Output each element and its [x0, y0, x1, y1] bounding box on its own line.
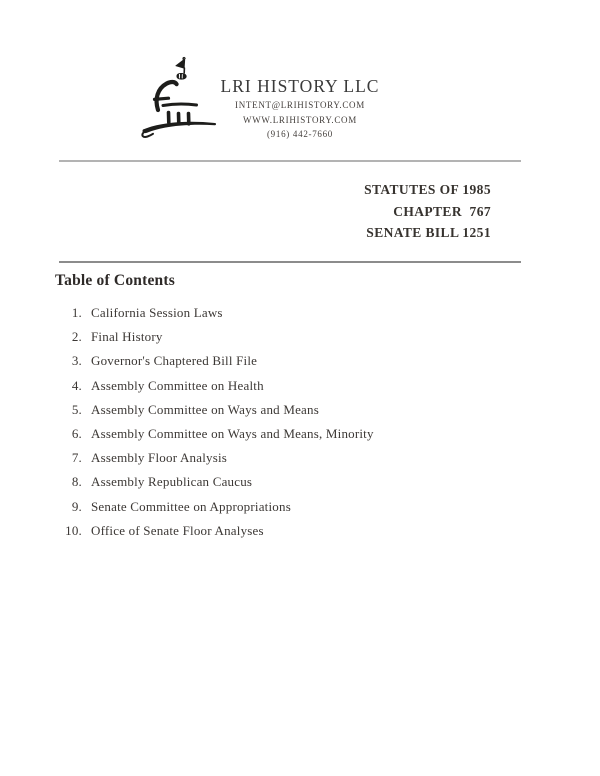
toc-list — [55, 301, 374, 543]
toc-item-number: 9. — [71, 498, 82, 514]
company-name: LRI HISTORY LLC — [220, 76, 380, 96]
divider-top — [59, 160, 521, 162]
toc-item — [55, 446, 374, 470]
toc-item-label: Assembly Committee on Health — [91, 377, 264, 393]
toc-item — [55, 325, 374, 349]
toc-item-number: 7. — [71, 450, 82, 466]
toc-item-label: Assembly Floor Analysis — [91, 450, 228, 466]
toc-item-number: 4. — [71, 377, 82, 393]
toc-item — [55, 349, 374, 373]
toc-item — [55, 301, 374, 325]
toc-item-label: Governor's Chaptered Bill File — [91, 353, 258, 369]
toc-item-number: 5. — [71, 401, 82, 417]
letterhead-phone: (916) 442-7660 — [266, 129, 334, 140]
toc-item-label: California Session Laws — [91, 305, 223, 320]
toc-item-label: Assembly Republican Caucus — [91, 474, 253, 490]
toc-item-number: 3. — [71, 353, 82, 369]
toc-item-label: Final History — [91, 329, 163, 345]
toc-item — [55, 422, 374, 446]
bill-info-block — [364, 179, 491, 244]
letterhead — [150, 74, 450, 142]
toc-item-number: 2. — [71, 329, 82, 345]
toc-item-label: Senate Committee on Appropriations — [91, 498, 291, 514]
toc-item — [55, 519, 374, 543]
toc-title: Table of Contents — [55, 272, 175, 289]
toc-item — [55, 374, 374, 398]
toc-item-number: 10. — [65, 522, 82, 538]
toc-item-label: Assembly Committee on Ways and Means — [91, 401, 319, 417]
toc-item-number: 6. — [71, 425, 82, 441]
toc-item — [55, 398, 374, 422]
toc-item-number: 8. — [71, 474, 82, 490]
divider-bottom — [59, 261, 521, 263]
senate-bill-line: SENATE BILL 1251 — [366, 225, 491, 241]
toc-item — [55, 495, 374, 519]
statutes-year-line: STATUTES OF 1985 — [364, 182, 491, 197]
chapter-line: CHAPTER 767 — [393, 203, 491, 219]
letterhead-website: WWW.LRIHISTORY.COM — [243, 114, 357, 125]
toc-item-label: Assembly Committee on Ways and Means, Minority — [91, 425, 374, 441]
toc-item-label: Office of Senate Floor Analyses — [91, 522, 264, 538]
toc-item-number: 1. — [71, 305, 82, 320]
toc-item — [55, 470, 374, 494]
letterhead-email: INTENT@LRIHISTORY.COM — [235, 100, 365, 110]
